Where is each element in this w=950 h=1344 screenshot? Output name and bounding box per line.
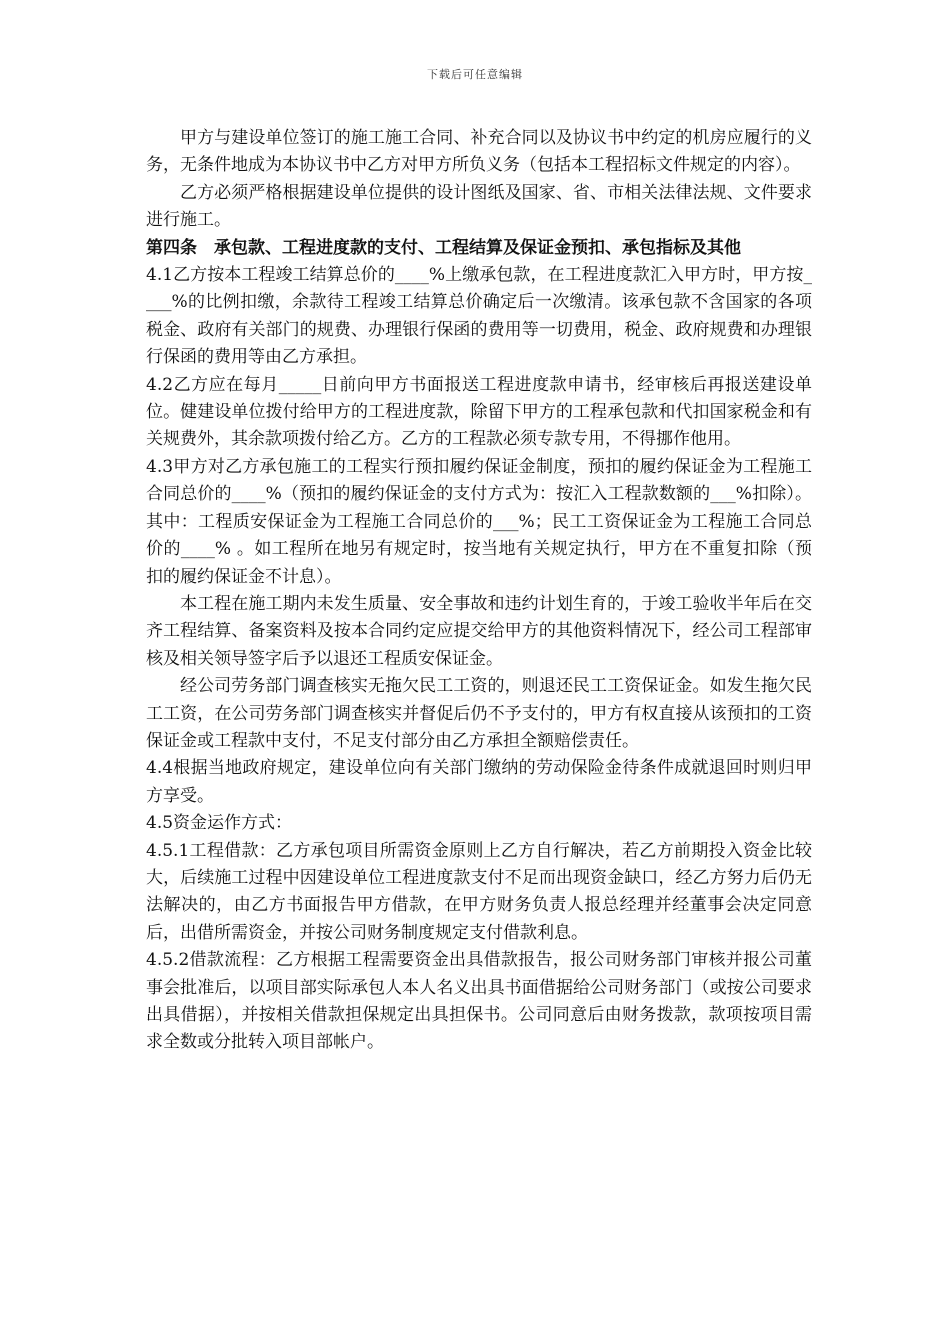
article-four-heading: 第四条 承包款、工程进度款的支付、工程结算及保证金预扣、承包指标及其他 [146,237,741,258]
paragraph-wage-deposit-refund: 经公司劳务部门调查核实无拖欠民工工资的，则退还民工工资保证金。如发生拖欠民工工资，在公司劳务部门调查核实并督促后仍不予支付的，甲方有权直接从该预扣的工资保证金或工程款中支付，不足支付部分由乙方承担全额赔偿责任。 [146,676,812,751]
clause-4-2: 4.2乙方应在每月_____日前向甲方书面报送工程进度款申请书，经审核后再报送建设单位。健建设单位拨付给甲方的工程进度款，除留下甲方的工程承包款和代扣国家税金和有关规费外，其余款项拨付给乙方。乙方的工程款必须专款专用，不得挪作他用。 [146,374,812,450]
paragraph-obligations: 甲方与建设单位签订的施工施工合同、补充合同以及协议书中约定的机房应履行的义务，无条件地成为本协议书中乙方对甲方所负义务（包括本工程招标文件规定的内容）。 [146,128,812,176]
page-header-note: 下载后可任意编辑 [427,68,523,81]
clause-4-1: 4.1乙方按本工程竣工结算总价的____%上缴承包款，在工程进度款汇入甲方时，甲方按____%的比例扣缴，余款待工程竣工结算总价确定后一次缴清。该承包款不含国家的各项税金、政府有关部门的规费、办理银行保函的费用等一切费用，税金、政府规费和办理银行保函的费用等由乙方承担。 [146,265,812,368]
clause-4-4: 4.4根据当地政府规定，建设单位向有关部门缴纳的劳动保险金待条件成就退回时则归甲方享受。 [146,758,812,806]
clause-4-3: 4.3甲方对乙方承包施工的工程实行预扣履约保证金制度，预扣的履约保证金为工程施工合同总价的____%（预扣的履约保证金的支付方式为：按汇入工程款数额的___%扣除）。其中：工程质安保证金为工程施工合同总价的___%；民工工资保证金为工程施工合同总价的____% 。如工程所在地另有规定时，按当地有关规定执行，甲方在不重复扣除（预扣的履约保证金不计息）。 [146,456,812,587]
clause-4-5: 4.5资金运作方式： [146,813,293,834]
clause-4-5-1: 4.5.1工程借款：乙方承包项目所需资金原则上乙方自行解决，若乙方前期投入资金比较大，后续施工过程中因建设单位工程进度款支付不足而出现资金缺口，经乙方努力后仍无法解决的，由乙方书面报告甲方借款，在甲方财务负责人报总经理并经董事会决定同意后，出借所需资金，并按公司财务制度规定支付借款利息。 [146,840,812,943]
paragraph-construction-requirements: 乙方必须严格根据建设单位提供的设计图纸及国家、省、市相关法律法规、文件要求进行施工。 [146,182,812,231]
clause-4-5-2: 4.5.2借款流程：乙方根据工程需要资金出具借款报告，报公司财务部门审核并报公司董事会批准后，以项目部实际承包人本人名义出具书面借据给公司财务部门（或按公司要求出具借据），并按相关借款担保规定出具担保书。公司同意后由财务拨款，款项按项目需求全数或分批转入项目部帐户。 [146,950,812,1053]
document-body [146,125,812,1057]
paragraph-quality-deposit-refund: 本工程在施工期内未发生质量、安全事故和违约计划生育的，于竣工验收半年后在交齐工程结算、备案资料及按本合同约定应提交给甲方的其他资料情况下，经公司工程部审核及相关领导签字后予以退还工程质安保证金。 [146,593,812,669]
